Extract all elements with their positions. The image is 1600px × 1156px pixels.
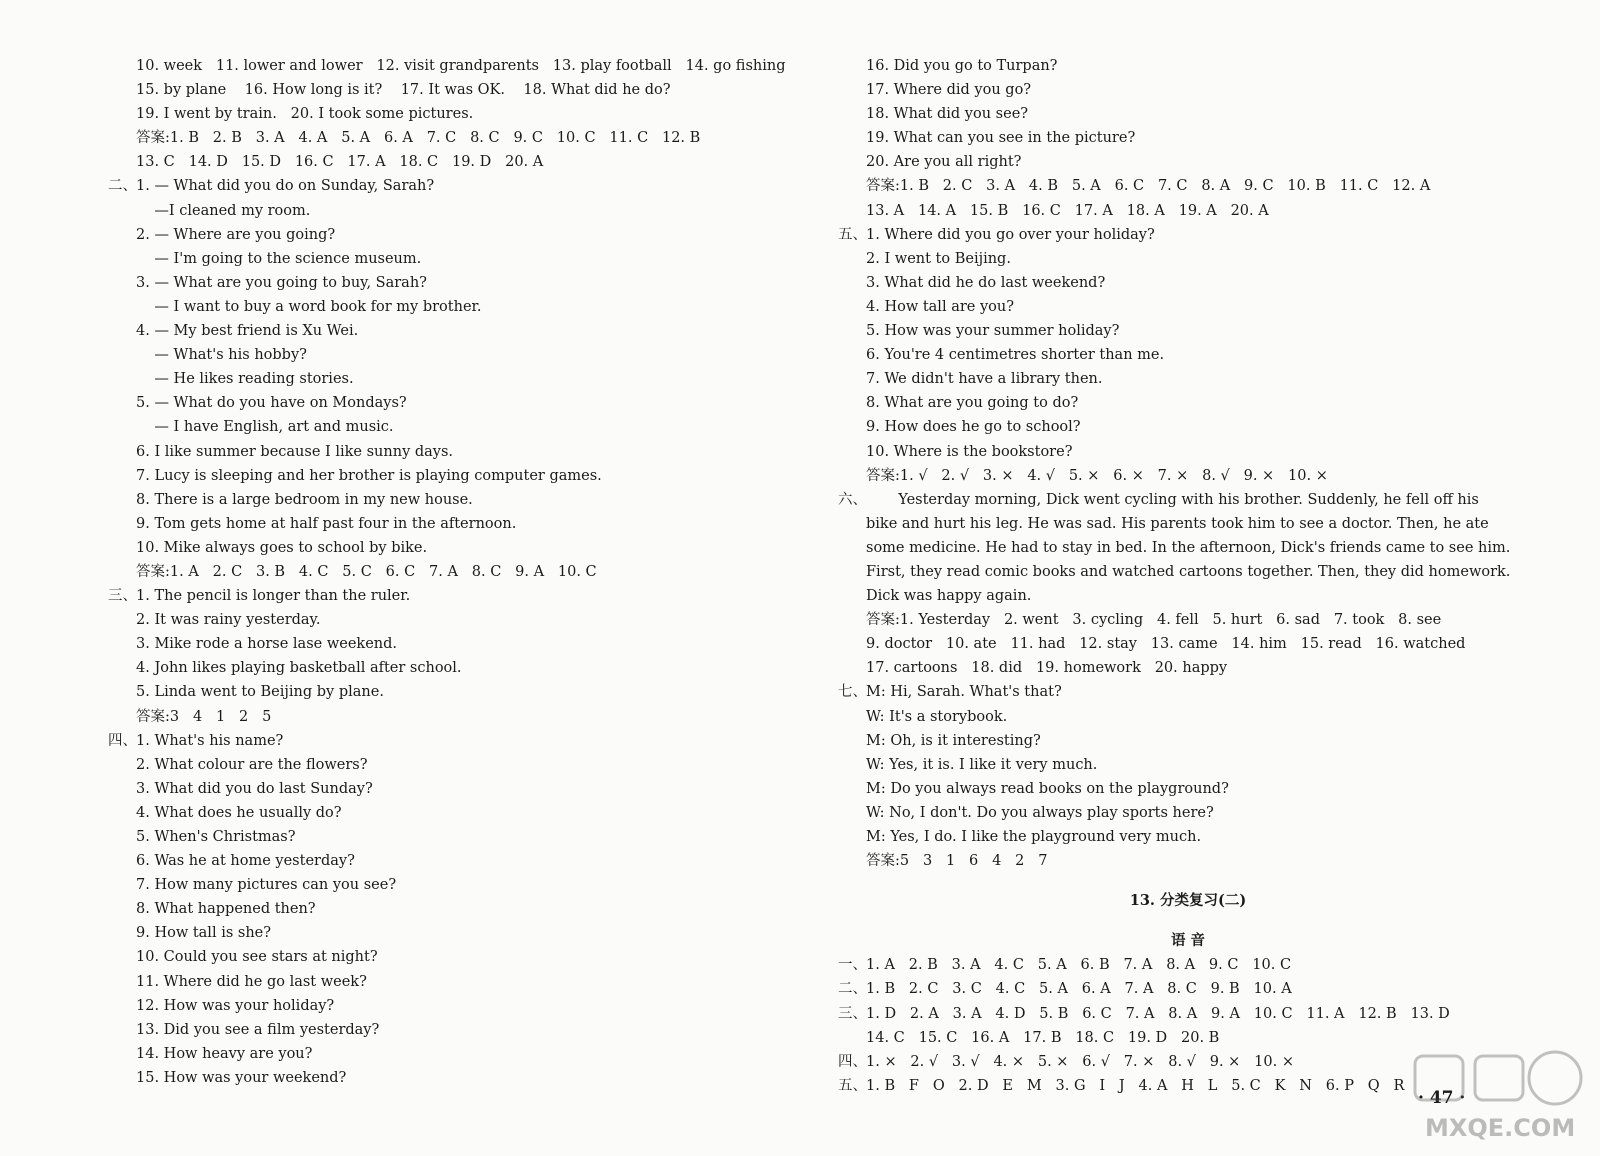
- line-text: 4. — My best friend is Xu Wei.: [136, 323, 359, 340]
- line-text: 答案:1. A 2. C 3. B 4. C 5. C 6. C 7. A 8. C 9. A 10. C: [136, 563, 597, 580]
- text-line: [108, 849, 808, 873]
- line-text: 19. What can you see in the picture?: [866, 130, 1136, 147]
- line-text: 10. Mike always goes to school by bike.: [136, 539, 428, 556]
- line-text: 9. doctor 10. ate 11. had 12. stay 13. came 14. him 15. read 16. watched: [866, 636, 1466, 653]
- text-line: [838, 150, 1538, 174]
- spacer: [838, 873, 1538, 889]
- line-text: Dick was happy again.: [866, 588, 1032, 605]
- line-text: 12. How was your holiday?: [136, 997, 335, 1014]
- text-line: [108, 1066, 808, 1090]
- text-line: [108, 921, 808, 945]
- text-line: [108, 632, 808, 656]
- line-text: 答案:5 3 1 6 4 2 7: [866, 853, 1048, 870]
- line-text: 6. Was he at home yesterday?: [136, 853, 355, 870]
- spacer: [838, 913, 1538, 929]
- section-marker: 五、: [838, 226, 867, 243]
- line-text: 2. What colour are the flowers?: [136, 756, 368, 773]
- text-line: [838, 343, 1538, 367]
- line-text: 15. by plane 16. How long is it? 17. It was OK. 18. What did he do?: [136, 82, 671, 99]
- heading-text: 语 音: [1170, 932, 1206, 950]
- text-line: [108, 1042, 808, 1066]
- section-marker: 三、: [108, 588, 137, 605]
- line-text: W: No, I don't. Do you always play sports here?: [866, 804, 1214, 821]
- section-marker: 七、: [838, 684, 867, 701]
- text-line: [108, 897, 808, 921]
- text-line: [108, 608, 808, 632]
- text-line: [838, 849, 1538, 873]
- text-line: [838, 367, 1538, 391]
- right-column: [838, 54, 1538, 1098]
- text-line: [108, 512, 808, 536]
- line-text: M: Yes, I do. I like the playground very much.: [866, 829, 1202, 845]
- line-text: — I have English, art and music.: [136, 419, 394, 436]
- line-text: 9. How tall is she?: [136, 925, 272, 942]
- text-line: [108, 777, 808, 801]
- text-line: [108, 271, 808, 295]
- text-line: [108, 102, 808, 126]
- text-line: [838, 126, 1538, 150]
- section-marker: 二、: [838, 981, 867, 998]
- text-line: [838, 102, 1538, 126]
- line-text: 13. C 14. D 15. D 16. C 17. A 18. C 19. D 20. A: [136, 154, 544, 171]
- line-text: 2. It was rainy yesterday.: [136, 612, 321, 629]
- line-text: bike and hurt his leg. He was sad. His parents took him to see a doctor. Then, he ate: [866, 515, 1489, 532]
- text-line: [838, 78, 1538, 102]
- line-text: 9. How does he go to school?: [866, 419, 1081, 436]
- text-line: [838, 247, 1538, 271]
- line-text: 8. What are you going to do?: [866, 395, 1079, 412]
- text-line: [838, 391, 1538, 415]
- line-text: 2. I went to Beijing.: [866, 250, 1011, 267]
- line-text: 7. We didn't have a library then.: [866, 371, 1103, 388]
- left-column: [108, 54, 808, 1090]
- line-text: 6. You're 4 centimetres shorter than me.: [866, 347, 1165, 364]
- text-line: [838, 753, 1538, 777]
- text-line: [838, 488, 1538, 512]
- line-text: 5. Linda went to Beijing by plane.: [136, 684, 384, 701]
- text-line: [108, 584, 808, 608]
- line-text: 5. When's Christmas?: [136, 829, 296, 845]
- line-text: 20. Are you all right?: [866, 154, 1022, 171]
- line-text: 10. Where is the bookstore?: [866, 443, 1073, 460]
- line-text: 答案:1. B 2. B 3. A 4. A 5. A 6. A 7. C 8. C 9. C 10. C 11. C 12. B: [136, 130, 701, 147]
- text-line: [108, 464, 808, 488]
- line-text: 答案:1. Yesterday 2. went 3. cycling 4. fell 5. hurt 6. sad 7. took 8. see: [866, 612, 1442, 629]
- text-line: [838, 953, 1538, 977]
- section-marker: 四、: [838, 1053, 867, 1070]
- line-text: 13. Did you see a film yesterday?: [136, 1021, 380, 1038]
- section-heading: [838, 929, 1538, 953]
- text-line: [108, 801, 808, 825]
- text-line: [838, 977, 1538, 1001]
- line-text: W: It's a storybook.: [866, 708, 1008, 725]
- text-line: [838, 825, 1538, 849]
- line-text: 1. × 2. √ 3. √ 4. × 5. × 6. √ 7. × 8. √ 9. × 10. ×: [866, 1053, 1294, 1070]
- line-text: 7. Lucy is sleeping and her brother is playing computer games.: [136, 467, 602, 484]
- text-line: [838, 777, 1538, 801]
- watermark-logo: [1405, 1018, 1585, 1148]
- line-text: 2. — Where are you going?: [136, 226, 336, 243]
- line-text: 1. B F O 2. D E M 3. G I J 4. A H L 5. C K N 6. P Q R: [866, 1077, 1405, 1094]
- line-text: 9. Tom gets home at half past four in the afternoon.: [136, 515, 517, 532]
- line-text: 1. A 2. B 3. A 4. C 5. A 6. B 7. A 8. A 9. C 10. C: [866, 957, 1292, 974]
- text-line: [108, 680, 808, 704]
- text-line: [838, 608, 1538, 632]
- text-line: [108, 440, 808, 464]
- section-heading: [838, 889, 1538, 913]
- text-line: [108, 319, 808, 343]
- text-line: [838, 801, 1538, 825]
- section-marker: 四、: [108, 732, 137, 749]
- text-line: [838, 223, 1538, 247]
- line-text: 1. What's his name?: [136, 732, 284, 749]
- text-line: [838, 440, 1538, 464]
- line-text: 答案:1. B 2. C 3. A 4. B 5. A 6. C 7. C 8. A 9. C 10. B 11. C 12. A: [866, 178, 1431, 195]
- text-line: [108, 343, 808, 367]
- text-line: [108, 174, 808, 198]
- text-line: [108, 488, 808, 512]
- text-line: [108, 753, 808, 777]
- text-line: [838, 729, 1538, 753]
- line-text: M: Do you always read books on the playground?: [866, 780, 1229, 797]
- section-marker: 六、: [838, 491, 867, 508]
- text-line: [108, 1018, 808, 1042]
- text-line: [108, 825, 808, 849]
- line-text: 8. What happened then?: [136, 901, 316, 918]
- line-text: 17. Where did you go?: [866, 82, 1032, 99]
- line-text: 1. Where did you go over your holiday?: [866, 226, 1155, 243]
- line-text: 10. Could you see stars at night?: [136, 949, 378, 966]
- text-line: [838, 536, 1538, 560]
- line-text: 7. How many pictures can you see?: [136, 877, 397, 894]
- text-line: [838, 415, 1538, 439]
- line-text: 4. What does he usually do?: [136, 804, 342, 821]
- line-text: 5. — What do you have on Mondays?: [136, 395, 407, 412]
- text-line: [108, 295, 808, 319]
- line-text: — What's his hobby?: [136, 347, 307, 364]
- text-line: [108, 150, 808, 174]
- line-text: some medicine. He had to stay in bed. In the afternoon, Dick's friends came to see him.: [866, 539, 1511, 556]
- line-text: 16. Did you go to Turpan?: [866, 58, 1058, 74]
- line-text: —I cleaned my room.: [136, 202, 311, 219]
- line-text: 19. I went by train. 20. I took some pictures.: [136, 106, 474, 123]
- line-text: 1. B 2. C 3. C 4. C 5. A 6. A 7. A 8. C 9. B 10. A: [866, 981, 1292, 998]
- line-text: — I'm going to the science museum.: [136, 250, 422, 267]
- text-line: [108, 994, 808, 1018]
- text-line: [108, 367, 808, 391]
- text-line: [108, 199, 808, 223]
- text-line: [838, 199, 1538, 223]
- line-text: 3. Mike rode a horse lase weekend.: [136, 636, 398, 653]
- line-text: 11. Where did he go last week?: [136, 973, 367, 990]
- text-line: [838, 295, 1538, 319]
- text-line: [838, 464, 1538, 488]
- text-line: [108, 536, 808, 560]
- line-text: 10. week 11. lower and lower 12. visit grandparents 13. play football 14. go fishing: [136, 58, 786, 74]
- text-line: [838, 632, 1538, 656]
- text-line: [108, 970, 808, 994]
- text-line: [108, 705, 808, 729]
- line-text: W: Yes, it is. I like it very much.: [866, 756, 1098, 773]
- line-text: First, they read comic books and watched cartoons together. Then, they did homework.: [866, 563, 1511, 580]
- line-text: 13. A 14. A 15. B 16. C 17. A 18. A 19. A 20. A: [866, 202, 1269, 219]
- text-line: [108, 415, 808, 439]
- line-text: 14. C 15. C 16. A 17. B 18. C 19. D 20. B: [866, 1029, 1220, 1046]
- section-marker: 一、: [838, 957, 867, 974]
- text-line: [108, 656, 808, 680]
- text-line: [108, 873, 808, 897]
- line-text: 3. What did he do last weekend?: [866, 274, 1106, 291]
- watermark-text: MXQE.COM: [1425, 1114, 1576, 1142]
- text-line: [108, 54, 808, 78]
- section-marker: 二、: [108, 178, 137, 195]
- line-text: 8. There is a large bedroom in my new house.: [136, 491, 473, 508]
- line-text: 3. What did you do last Sunday?: [136, 780, 373, 797]
- line-text: 4. How tall are you?: [866, 298, 1014, 315]
- line-text: M: Hi, Sarah. What's that?: [866, 684, 1062, 701]
- text-line: [108, 247, 808, 271]
- line-text: — He likes reading stories.: [136, 371, 354, 388]
- line-text: 18. What did you see?: [866, 106, 1029, 123]
- text-line: [838, 560, 1538, 584]
- text-line: [838, 656, 1538, 680]
- text-line: [838, 584, 1538, 608]
- heading-text: 13. 分类复习(二): [1129, 892, 1247, 910]
- text-line: [108, 126, 808, 150]
- line-text: 17. cartoons 18. did 19. homework 20. happy: [866, 660, 1228, 677]
- text-line: [838, 319, 1538, 343]
- line-text: 答案:3 4 1 2 5: [136, 708, 272, 725]
- text-line: [838, 174, 1538, 198]
- line-text: 5. How was your summer holiday?: [866, 323, 1120, 340]
- section-marker: 三、: [838, 1005, 867, 1022]
- line-text: 4. John likes playing basketball after school.: [136, 660, 462, 677]
- line-text: 1. The pencil is longer than the ruler.: [136, 588, 411, 605]
- text-line: [108, 945, 808, 969]
- line-text: 答案:1. √ 2. √ 3. × 4. √ 5. × 6. × 7. × 8. √ 9. × 10. ×: [866, 467, 1328, 484]
- text-line: [108, 391, 808, 415]
- line-text: M: Oh, is it interesting?: [866, 732, 1041, 749]
- text-line: [108, 729, 808, 753]
- text-line: [838, 271, 1538, 295]
- line-text: 1. D 2. A 3. A 4. D 5. B 6. C 7. A 8. A 9. A 10. C 11. A 12. B 13. D: [866, 1005, 1450, 1022]
- text-line: [108, 78, 808, 102]
- line-text: 15. How was your weekend?: [136, 1069, 347, 1086]
- text-line: [108, 223, 808, 247]
- line-text: 14. How heavy are you?: [136, 1045, 313, 1062]
- line-text: 1. — What did you do on Sunday, Sarah?: [136, 178, 435, 195]
- line-text: — I want to buy a word book for my brother.: [136, 298, 482, 315]
- text-line: [838, 512, 1538, 536]
- line-text: Yesterday morning, Dick went cycling with his brother. Suddenly, he fell off his: [866, 491, 1479, 508]
- section-marker: 五、: [838, 1077, 867, 1094]
- text-line: [838, 54, 1538, 78]
- line-text: 6. I like summer because I like sunny days.: [136, 443, 454, 460]
- text-line: [838, 680, 1538, 704]
- page-number: · 47 ·: [1418, 1088, 1466, 1108]
- text-line: [108, 560, 808, 584]
- text-line: [838, 705, 1538, 729]
- line-text: 3. — What are you going to buy, Sarah?: [136, 274, 427, 291]
